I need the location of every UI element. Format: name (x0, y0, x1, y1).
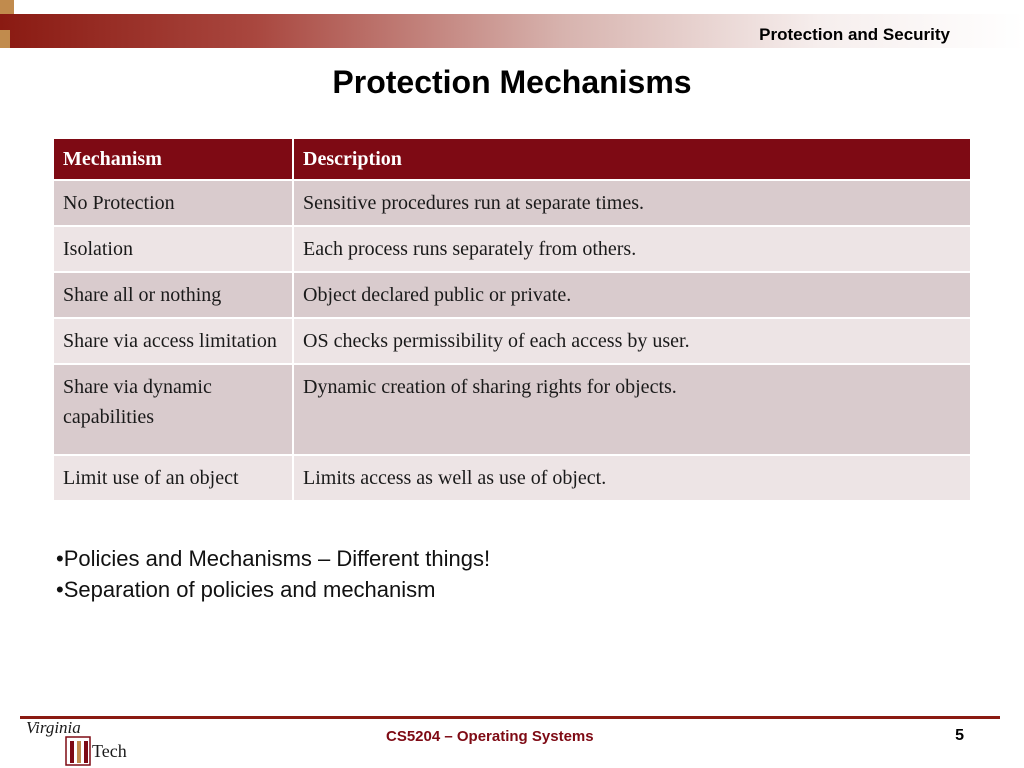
table-row (53, 318, 971, 364)
mechanisms-table (52, 137, 972, 502)
footer-divider (20, 716, 1000, 719)
header-title: Protection and Security (759, 25, 950, 44)
footer-course: CS5204 – Operating Systems (386, 728, 594, 745)
mechanism-cell: Share all or nothing (53, 272, 293, 318)
table-row (53, 455, 971, 501)
table-row (53, 226, 971, 272)
description-cell: Limits access as well as use of object. (293, 455, 971, 501)
mechanism-cell: Share via dynamic capabilities (53, 364, 293, 455)
slide-title: Protection Mechanisms (332, 64, 692, 100)
table-row (53, 272, 971, 318)
column-header-description: Description (293, 138, 971, 180)
corner-bar (0, 30, 10, 48)
logo-text-virginia: Virginia (26, 718, 81, 737)
page-number: 5 (955, 727, 964, 744)
virginia-tech-logo (26, 717, 136, 767)
mechanism-cell: Limit use of an object (53, 455, 293, 501)
bullet-list (56, 543, 490, 605)
mechanism-cell: Share via access limitation (53, 318, 293, 364)
bullet-item: •Policies and Mechanisms – Different things! (56, 546, 491, 571)
mechanism-cell: No Protection (53, 180, 293, 226)
description-cell: Object declared public or private. (293, 272, 971, 318)
description-cell: Sensitive procedures run at separate times. (293, 180, 971, 226)
table-row (53, 180, 971, 226)
corner-square (0, 0, 14, 14)
mechanism-cell: Isolation (53, 226, 293, 272)
table-row (53, 364, 971, 455)
table-header-row (53, 138, 971, 180)
description-cell: OS checks permissibility of each access by user. (293, 318, 971, 364)
description-cell: Dynamic creation of sharing rights for objects. (293, 364, 971, 455)
description-cell: Each process runs separately from others. (293, 226, 971, 272)
column-header-mechanism: Mechanism (53, 138, 293, 180)
bullet-item: •Separation of policies and mechanism (56, 577, 436, 602)
logo-text-tech: Tech (92, 741, 127, 761)
